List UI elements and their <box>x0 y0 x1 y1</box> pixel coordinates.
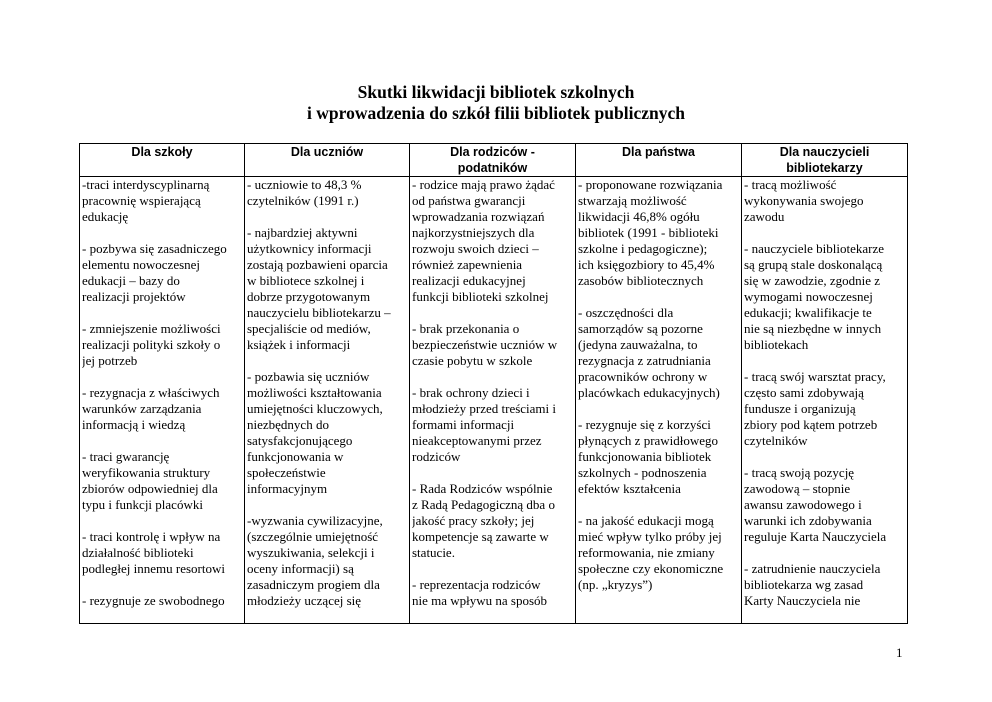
list-item: - zatrudnienie nauczyciela bibliotekarza wg zasad Karty Nauczyciela nie <box>744 561 881 608</box>
header-text: Dla nauczycieli bibliotekarzy <box>779 145 870 175</box>
list-item: - traci kontrolę i wpływ na działalność biblioteki podległej innemu resortowi <box>82 529 225 576</box>
list-item: -wyzwania cywilizacyjne, (szczególnie umiejętność wyszukiwania, selekcji i oceny informacji) są zasadniczym progiem dla młodzieży uczącej się <box>247 513 383 608</box>
list-item: - reprezentacja rodziców nie ma wpływu na sposób <box>412 577 548 608</box>
header-text: Dla państwa <box>622 145 695 159</box>
list-item: - proponowane rozwiązania stwarzają możliwość likwidacji 46,8% ogółu bibliotek (1991 - biblioteki szkolne i pedagogiczne); ich księgozbiory to 45,4% zasobów bibliotecznych <box>578 177 723 288</box>
list-item: - na jakość edukacji mogą mieć wpływ tylko próby jej reformowania, nie zmiany społeczne czy ekonomiczne (np. „kryzys”) <box>578 513 724 592</box>
column-header-librarians <box>742 144 908 177</box>
column-header-students <box>245 144 410 177</box>
list-item: - pozbawia się uczniów możliwości kształtowania umiejętności kluczowych, niezbędnych do satysfakcjonującego funkcjonowania w społeczeństwie informacyjnym <box>247 369 383 496</box>
list-item: - najbardziej aktywni użytkownicy informacji zostają pozbawieni oparcia w bibliotece szkolnej i dobrze przygotowanym nauczycielu bibliotekarzu – specjaliście od mediów, książek i informacji <box>247 225 391 352</box>
list-item: - rezygnuje się z korzyści płynących z prawidłowego funkcjonowania bibliotek szkolnych - podnoszenia efektów kształcenia <box>578 417 719 496</box>
column-students <box>245 177 410 624</box>
list-item: - zmniejszenie możliwości realizacji polityki szkoły o jej potrzeb <box>82 321 221 368</box>
header-text: Dla uczniów <box>290 145 364 159</box>
list-item: - traci gwarancję weryfikowania struktury zbiorów odpowiedniej dla typu i funkcji placówki <box>82 449 218 512</box>
list-item: - oszczędności dla samorządów są pozorne (jedyna zauważalna, to rezygnacja z zatrudniania pracowników ochrony w placówkach edukacyjnych) <box>578 305 720 400</box>
list-item: - nauczyciele bibliotekarze są grupą stale doskonalącą się w zawodzie, zgodnie z wymogami nowoczesnej edukacji; kwalifikacje te nie są niezbędne w innych bibliotekach <box>744 241 885 352</box>
table-header-row <box>80 144 908 177</box>
list-item: - uczniowie to 48,3 % czytelników (1991 r.) <box>247 177 362 208</box>
list-item: - brak ochrony dzieci i młodzieży przed treściami i formami informacji nieakceptowanymi przez rodziców <box>412 385 557 464</box>
column-header-state <box>576 144 742 177</box>
page-number: 1 <box>896 645 903 660</box>
column-parents <box>410 177 576 624</box>
list-item: - pozbywa się zasadniczego elementu nowoczesnej edukacji – bazy do realizacji projektów <box>82 241 227 304</box>
list-item: - brak przekonania o bezpieczeństwie uczniów w czasie pobytu w szkole <box>412 321 558 368</box>
list-item: - rezygnacja z właściwych warunków zarządzania informacją i wiedzą <box>82 385 220 432</box>
column-header-parents <box>410 144 576 177</box>
header-text: Dla rodziców - podatników <box>450 145 535 175</box>
list-item: -traci interdyscyplinarną pracownię wspierającą edukację <box>82 177 210 224</box>
title-line-2: i wprowadzenia do szkół filii bibliotek publicznych <box>307 103 685 123</box>
column-header-school <box>80 144 245 177</box>
list-item: - tracą możliwość wykonywania swojego zawodu <box>744 177 864 224</box>
table-body-row <box>80 177 908 624</box>
header-text: Dla szkoły <box>131 145 193 159</box>
column-librarians <box>742 177 908 624</box>
list-item: - tracą swoją pozycję zawodową – stopnie awansu zawodowego i warunki ich zdobywania reguluje Karta Nauczyciela <box>744 465 887 544</box>
list-item: - tracą swój warsztat pracy, często sami zdobywają fundusze i organizują zbiory pod kątem potrzeb czytelników <box>744 369 886 448</box>
effects-table <box>79 143 908 624</box>
document-title <box>0 82 992 124</box>
list-item: - Rada Rodziców wspólnie z Radą Pedagogiczną dba o jakość pracy szkoły; jej kompetencje są zawarte w statucie. <box>412 481 555 560</box>
list-item: - rodzice mają prawo żądać od państwa gwarancji wprowadzania rozwiązań najkorzystniejszych dla rozwoju swoich dzieci – również zapewnienia realizacji edukacyjnej funkcji biblioteki szkolnej <box>412 177 555 304</box>
list-item: - rezygnuje ze swobodnego <box>82 593 225 608</box>
column-state <box>576 177 742 624</box>
column-school <box>80 177 245 624</box>
title-line-1: Skutki likwidacji bibliotek szkolnych <box>357 82 635 102</box>
